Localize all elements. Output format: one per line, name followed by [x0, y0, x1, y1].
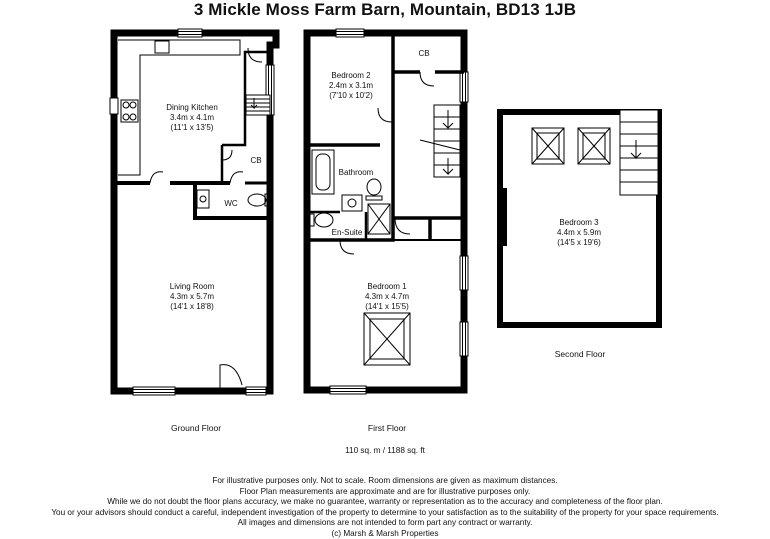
- first-stairs: [420, 105, 460, 177]
- second-floor-label: Second Floor: [555, 349, 606, 359]
- wc-label: WC: [224, 199, 238, 208]
- en-suite-label: En-Suite: [332, 228, 363, 237]
- disclaimer-line: Floor Plan measurements are approximate and are for illustrative purposes only.: [0, 487, 770, 498]
- disclaimer-line: For illustrative purposes only. Not to scale. Room dimensions are given as maximum distances.: [0, 476, 770, 487]
- bedroom3-name: Bedroom 3: [559, 218, 599, 227]
- bathroom-label: Bathroom: [339, 168, 374, 177]
- living-room-name: Living Room: [170, 282, 215, 291]
- bedroom1-imperial: (14'1 x 15'5): [365, 302, 409, 311]
- disclaimer-line: All images and dimensions are not intended to form part any contract or warranty.: [0, 518, 770, 529]
- bedroom3-imperial: (14'5 x 19'6): [557, 238, 601, 247]
- disclaimer-line: While we do not doubt the floor plans accuracy, we make no guarantee, warranty or representation as to the accuracy and completeness of the floor plan.: [0, 497, 770, 508]
- disclaimer-line: (c) Marsh & Marsh Properties: [0, 529, 770, 539]
- dining-kitchen-metric: 3.4m x 4.1m: [170, 113, 214, 122]
- bedroom3-skylights: [532, 128, 610, 164]
- bedroom2-name: Bedroom 2: [331, 71, 371, 80]
- living-room-metric: 4.3m x 5.7m: [170, 292, 214, 301]
- bathroom-fixtures: [310, 150, 390, 234]
- disclaimer-line: You or your advisors should conduct a careful, independent investigation of the property to determine to your satisfaction as to the suitability of the property for your space requirements.: [0, 508, 770, 519]
- ground-floor-label: Ground Floor: [171, 423, 221, 433]
- ground-stairs: [246, 95, 270, 115]
- first-floor-label: First Floor: [368, 423, 406, 433]
- bedroom1-skylight: [364, 313, 410, 365]
- second-stairs: [620, 110, 658, 195]
- window-marks: [110, 29, 274, 395]
- page-title: 3 Mickle Moss Farm Barn, Mountain, BD13 1JB: [0, 0, 770, 20]
- bedroom1-metric: 4.3m x 4.7m: [365, 292, 409, 301]
- disclaimer: [0, 476, 770, 539]
- ground-floor-plan: [110, 29, 276, 395]
- dining-kitchen-name: Dining Kitchen: [166, 103, 218, 112]
- dining-kitchen-imperial: (11'1 x 13'5): [171, 123, 214, 132]
- bedroom3-metric: 4.4m x 5.9m: [557, 228, 601, 237]
- first-cb-label: CB: [418, 49, 429, 58]
- bedroom2-imperial: (7'10 x 10'2): [329, 91, 373, 100]
- bedroom1-name: Bedroom 1: [367, 282, 407, 291]
- bedroom2-metric: 2.4m x 3.1m: [329, 81, 373, 90]
- living-room-imperial: (14'1 x 18'8): [170, 302, 214, 311]
- total-area: 110 sq. m / 1188 sq. ft: [0, 446, 770, 455]
- ground-cb-label: CB: [250, 156, 261, 165]
